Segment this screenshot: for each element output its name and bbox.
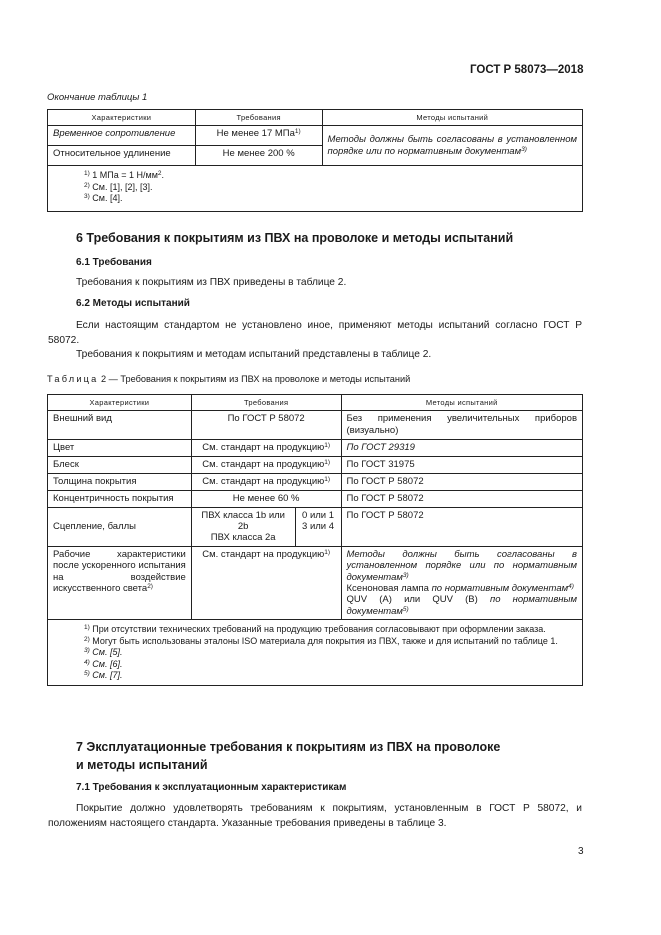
section7-1-text: Покрытие должно удовлетворять требованиям к покрытиям, установленным в ГОСТ Р 58072, и положениям настоящего стандарта. Указанные требования приведены в таблице 3. xyxy=(48,803,582,830)
table1-note xyxy=(54,182,576,194)
page-number: 3 xyxy=(578,846,584,857)
table2-cell-char: Толщина покрытия xyxy=(48,473,192,490)
note-text: При отсутствии технических требований на продукцию требования согласовывают при оформлении заказа. xyxy=(92,624,546,635)
footnote-mark: 5) xyxy=(84,670,90,678)
table2-cell-method: По ГОСТ Р 58072 xyxy=(341,490,583,507)
table1-method-text: Методы должны быть согласованы в установленном порядке или по нормативным документам xyxy=(327,134,577,157)
section6-title: 6 Требования к покрытиям из ПВХ на проволоке и методы испытаний xyxy=(76,231,514,245)
table2-cell-req xyxy=(191,546,341,619)
method-text: Ксеноновая лампа xyxy=(346,582,429,594)
section6-2-paragraph-1: Если настоящим стандартом не установлено иное, применяют методы испытаний согласно ГОСТ Р 58072. xyxy=(48,320,582,347)
table1-cell-req xyxy=(195,126,322,146)
section7-title-line-1: 7 Эксплуатационные требования к покрытиям из ПВХ на проволоке xyxy=(76,740,501,754)
table2-cell-req xyxy=(191,457,341,474)
table2-cell-method xyxy=(341,546,583,619)
footnote-mark: 1) xyxy=(324,459,331,466)
section6-2-title: 6.2 Методы испытаний xyxy=(76,298,190,309)
footnote-mark: 3) xyxy=(84,647,90,655)
table1-header-char: Характеристики xyxy=(48,110,196,126)
class-2a: ПВХ класса 2a xyxy=(210,532,276,544)
table1-cell-req: Не менее 200 % xyxy=(195,146,322,166)
table2-note xyxy=(54,647,576,659)
table1-header-row xyxy=(48,110,583,126)
table2-header-method: Методы испытаний xyxy=(341,395,583,411)
table1-notes xyxy=(48,166,583,212)
footnote-mark: 1) xyxy=(324,475,331,483)
note-text-tail: . xyxy=(161,170,165,181)
req-text: См. стандарт на продукцию xyxy=(202,475,325,487)
note-text: См. [4]. xyxy=(92,193,123,204)
method-line-3 xyxy=(347,594,578,617)
footnote-mark: 2) xyxy=(84,635,90,643)
table1-caption: Окончание таблицы 1 xyxy=(47,92,148,103)
section7-title xyxy=(76,738,500,774)
table2-cell-req: По ГОСТ Р 58072 xyxy=(191,411,341,440)
table1-header-req: Требования xyxy=(195,110,322,126)
table2-cell-score xyxy=(295,507,341,546)
table2-note xyxy=(54,636,576,648)
table-row xyxy=(48,546,583,619)
table2-cell-method: По ГОСТ Р 58072 xyxy=(341,473,583,490)
table2-cell-method: По ГОСТ Р 58072 xyxy=(341,507,583,546)
table2-header-req: Требования xyxy=(191,395,341,411)
table2-caption xyxy=(47,374,410,384)
footnote-mark: 1) xyxy=(324,548,331,556)
footnote-mark: 5) xyxy=(402,605,409,613)
table1-req-text: Не менее 17 МПа xyxy=(216,128,295,140)
class-1b-2b: ПВХ класса 1b или 2b xyxy=(201,509,285,533)
table2-notes xyxy=(48,620,583,686)
table-row xyxy=(48,473,583,490)
score-1: 0 или 1 xyxy=(302,509,335,521)
table1-note xyxy=(54,193,576,205)
note-text: Могут быть использованы эталоны ISO материала для покрытия из ПВХ, также и для испытаний по таблице 1. xyxy=(92,635,558,646)
method-text: QUV (A) или QUV (B) xyxy=(346,594,478,606)
table2-cell-req xyxy=(191,440,341,457)
footnote-mark: 2) xyxy=(84,181,90,189)
standard-designation: ГОСТ Р 58073—2018 xyxy=(470,64,584,76)
footnote-mark: 3) xyxy=(84,193,90,201)
table2 xyxy=(47,394,583,686)
table2-cell-char: Блеск xyxy=(48,457,192,474)
section6-2-paragraph-2: Требования к покрытиям и методам испытаний представлены в таблице 2. xyxy=(76,349,432,360)
req-text: См. стандарт на продукцию xyxy=(202,459,325,470)
note-text: См. [6]. xyxy=(92,658,123,669)
req-text: См. стандарт на продукцию xyxy=(202,442,325,454)
table1 xyxy=(47,109,583,212)
footnote-mark: 4) xyxy=(84,658,90,666)
method-text-italic: по нормативным документам xyxy=(346,594,578,617)
table2-note xyxy=(54,659,576,671)
section6-1-title: 6.1 Требования xyxy=(76,257,152,268)
note-text: См. [1], [2], [3]. xyxy=(92,181,153,192)
footnote-mark: 2) xyxy=(147,582,153,590)
note-text: См. [7]. xyxy=(92,670,123,681)
table1-note xyxy=(54,170,576,182)
table2-cell-char: Цвет xyxy=(48,440,192,457)
table2-cell-char: Концентричность покрытия xyxy=(48,490,192,507)
table2-cell-char: Внешний вид xyxy=(48,411,192,440)
table2-caption-text: 2 — Требования к покрытиям из ПВХ на проволоке и методы испытаний xyxy=(101,374,411,384)
table2-cell-method: По ГОСТ 31975 xyxy=(341,457,583,474)
method-text: Методы должны быть согласованы в установленном порядке или по нормативным документам xyxy=(346,548,577,583)
table2-note xyxy=(54,624,576,636)
table2-cell-req xyxy=(191,473,341,490)
table-row xyxy=(48,490,583,507)
superscript: 2 xyxy=(157,170,162,178)
table2-cell-req: Не менее 60 % xyxy=(191,490,341,507)
note-text: См. [5]. xyxy=(92,647,123,658)
method-text-italic: по нормативным документам xyxy=(431,582,569,594)
footnote-mark: 4) xyxy=(568,582,574,590)
section6-1-text: Требования к покрытиям из ПВХ приведены в таблице 2. xyxy=(76,277,347,288)
req-text: См. стандарт на продукцию xyxy=(202,548,325,560)
footnote-mark: 1) xyxy=(294,128,301,136)
table-row xyxy=(48,457,583,474)
note-text: 1 МПа = 1 Н/мм xyxy=(92,170,158,181)
section7-title-line-2: и методы испытаний xyxy=(76,758,208,773)
table2-header-row xyxy=(48,395,583,411)
table1-cell-method xyxy=(322,126,582,166)
char-text: Рабочие характеристики после ускоренного испытания на воздействие искусственного света xyxy=(53,548,186,594)
table2-cell-char: Сцепление, баллы xyxy=(48,507,192,546)
footnote-mark: 1) xyxy=(84,170,90,178)
table2-caption-label: Таблица xyxy=(47,374,99,384)
table2-cell-char xyxy=(48,546,192,619)
table1-header-method: Методы испытаний xyxy=(322,110,582,126)
table2-header-char: Характеристики xyxy=(48,395,192,411)
table-row xyxy=(48,411,583,440)
footnote-mark: 1) xyxy=(324,442,331,450)
table-row xyxy=(48,440,583,457)
table1-cell-char: Относительное удлинение xyxy=(48,146,196,166)
table-row xyxy=(48,507,583,546)
table2-cell-class xyxy=(191,507,295,546)
table2-note xyxy=(54,670,576,682)
footnote-mark: 3) xyxy=(402,571,409,579)
table1-cell-char: Временное сопротивление xyxy=(48,126,196,146)
footnote-mark: 1) xyxy=(84,624,90,632)
table-row xyxy=(48,126,583,146)
method-line-1 xyxy=(347,549,578,583)
method-line-2 xyxy=(347,583,578,594)
table2-cell-method: Без применения увеличительных приборов (визуально) xyxy=(341,411,583,440)
footnote-mark: 3) xyxy=(521,145,527,153)
score-2: 3 или 4 xyxy=(302,521,335,533)
section7-1-title: 7.1 Требования к эксплуатационным характеристикам xyxy=(76,782,347,793)
table2-cell-method: По ГОСТ 29319 xyxy=(341,440,583,457)
